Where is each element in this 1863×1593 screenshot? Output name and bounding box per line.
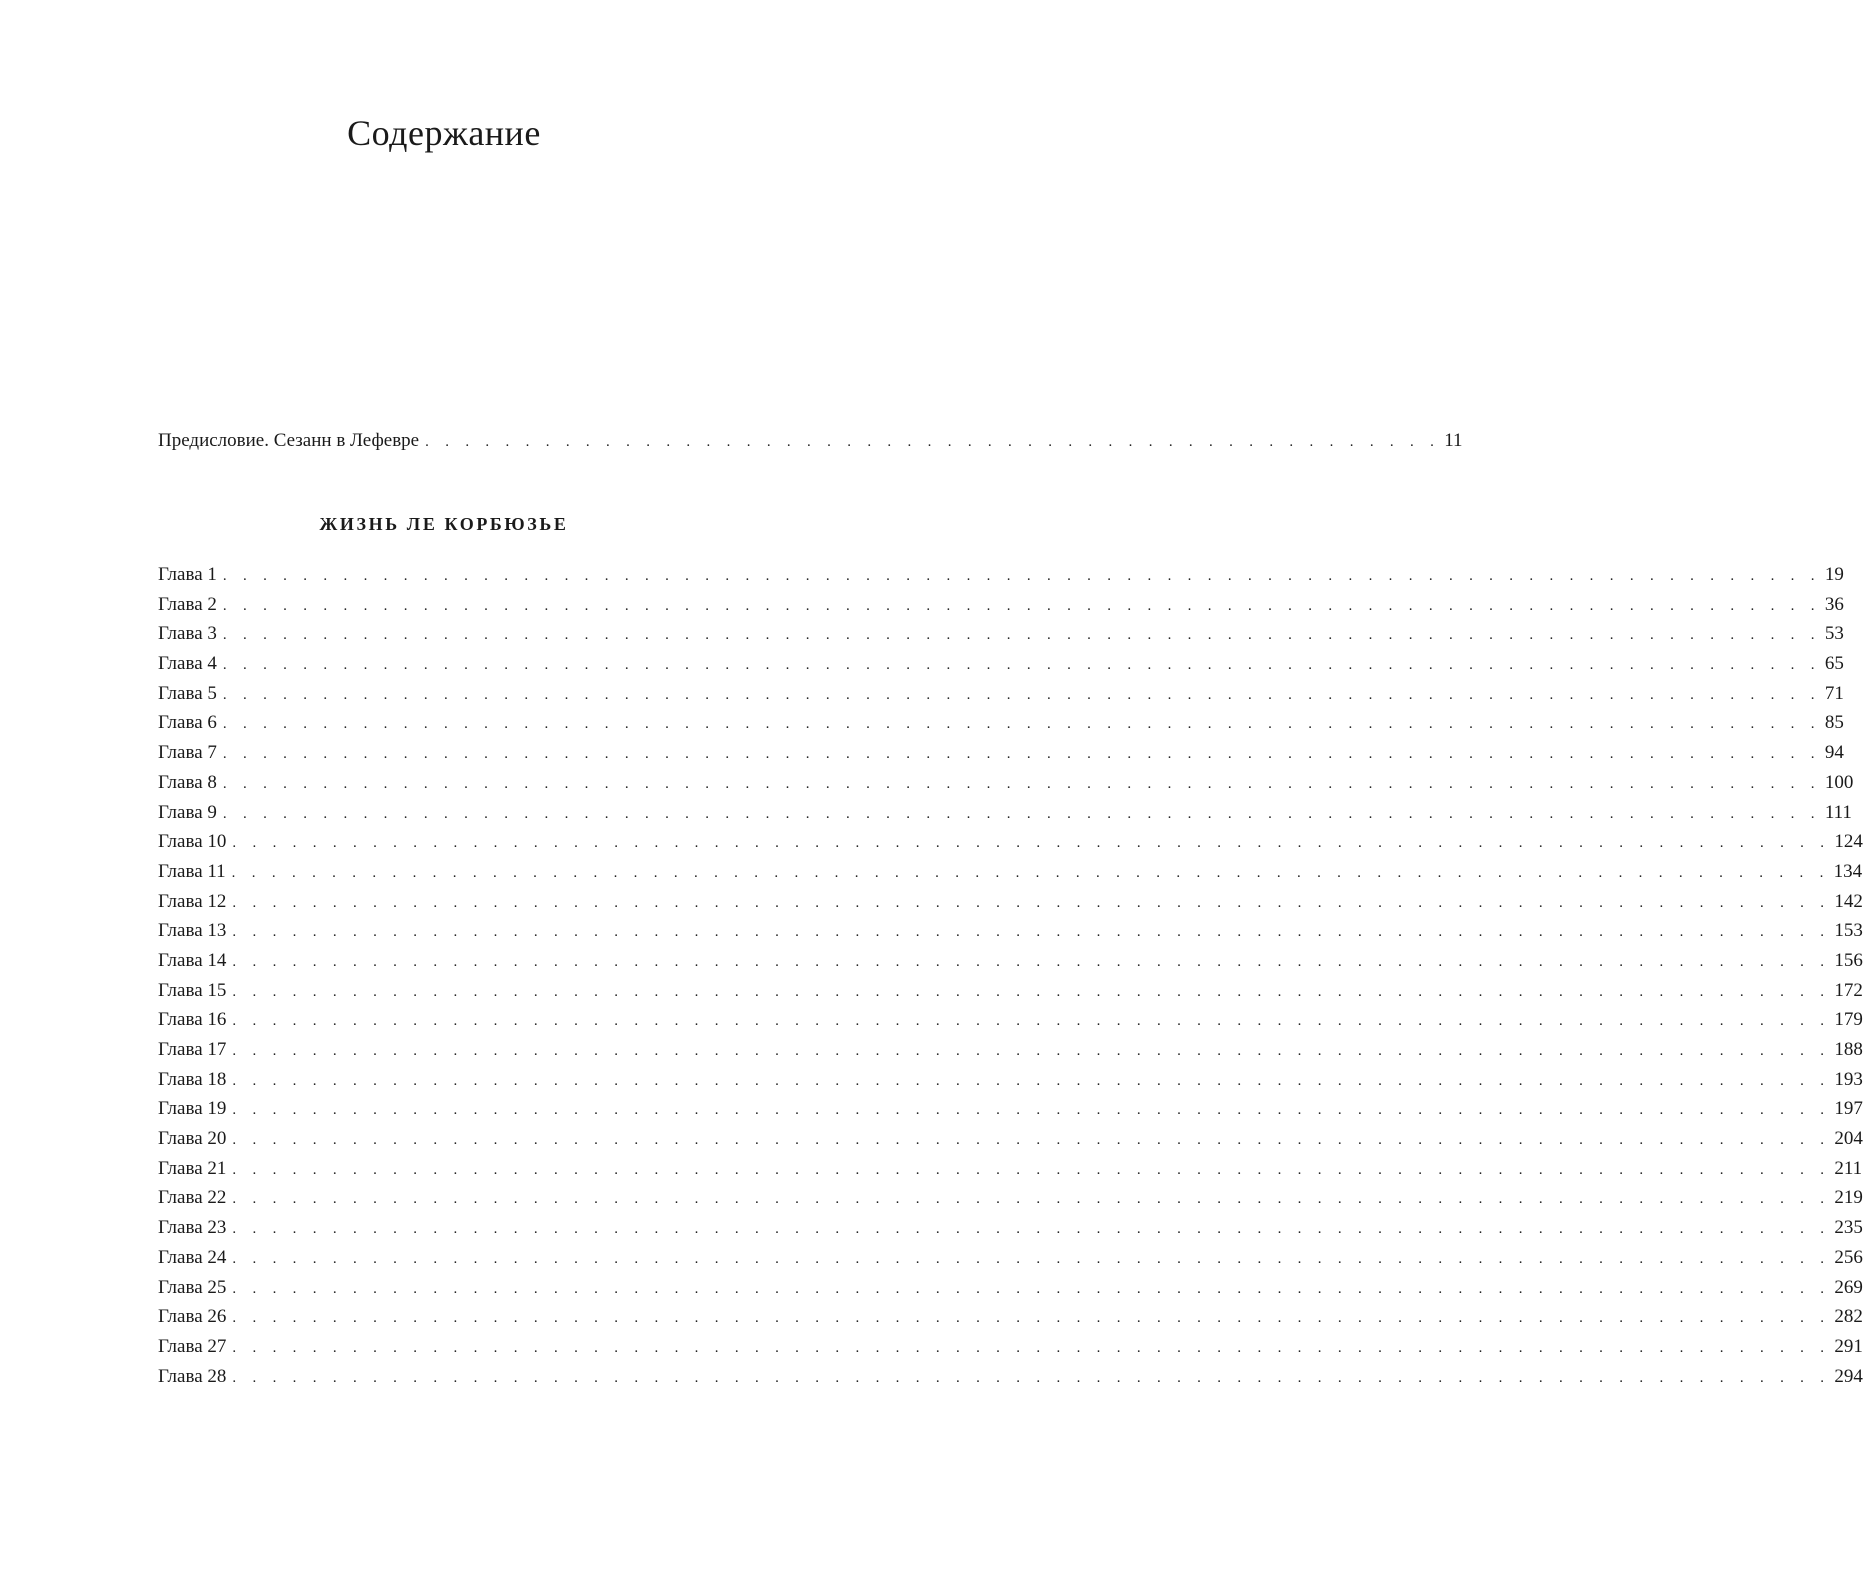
- dot-leader: . . . . . . . . . . . . . . . . . . . . . . . . . . . . . . . . . . . . . . . . . . . . . . . . . . . . . . . . . . . . . . . . . . . . . . . . . . . . . . . .: [232, 1072, 1831, 1089]
- toc-entry-chapter[interactable]: [158, 738, 1844, 768]
- toc-entry-page-number: 111: [1824, 801, 1852, 823]
- dot-leader: . . . . . . . . . . . . . . . . . . . . . . . . . . . . . . . . . . . . . . . . . . . . . . . . . . . . . . . . . . . . . . . . . . . . . . . . . . . . . . . .: [232, 1339, 1831, 1356]
- toc-entry-page-number: 94: [1824, 742, 1844, 764]
- toc-entry-page-number: 204: [1834, 1128, 1863, 1150]
- toc-entry-chapter[interactable]: [158, 887, 1863, 917]
- toc-entry-chapter[interactable]: [158, 1332, 1863, 1362]
- toc-entry-label: Глава 7: [158, 742, 217, 764]
- dot-leader: . . . . . . . . . . . . . . . . . . . . . . . . . . . . . . . . . . . . . . . . . . . . . . . . . . . . . . . . . . . . . . . . . . . . . . . . . . . . . . . .: [222, 746, 1821, 763]
- dot-leader: . . . . . . . . . . . . . . . . . . . . . . . . . . . . . . . . . . . . . . . . . . . . . . . . . . . . . . . . . . . . . . . . . . . . . . . . . . . . . . . .: [232, 1369, 1831, 1386]
- toc-entry-page-number: 211: [1834, 1157, 1863, 1179]
- page-title-text: Содержание: [347, 113, 541, 153]
- toc-entry-label: Глава 18: [158, 1068, 227, 1090]
- toc-entry-chapter[interactable]: [158, 590, 1844, 620]
- toc-entry-chapter[interactable]: [158, 916, 1863, 946]
- toc-entry-label: Глава 26: [158, 1306, 227, 1328]
- toc-entry-page-number: 294: [1834, 1365, 1863, 1387]
- toc-entry-label: Глава 14: [158, 949, 227, 971]
- toc-entry-page-number: 53: [1824, 623, 1844, 645]
- dot-leader: . . . . . . . . . . . . . . . . . . . . . . . . . . . . . . . . . . . . . . . . . . . . . . . . . . . . . . . . . . . . . . . . . . . . . . . . . . . . . . . .: [232, 953, 1831, 970]
- toc-entry-chapter[interactable]: [158, 679, 1844, 709]
- toc-entry-label: Глава 11: [158, 860, 226, 882]
- toc-entry-chapter[interactable]: [158, 1273, 1863, 1303]
- toc-entry-label: Глава 12: [158, 890, 227, 912]
- dot-leader: . . . . . . . . . . . . . . . . . . . . . . . . . . . . . . . . . . . . . . . . . . . . . . . . . . . . . . . . . . . . . . . . . . . . . . . . . . . . . . . .: [222, 597, 1821, 614]
- dot-leader: . . . . . . . . . . . . . . . . . . . . . . . . . . . . . . . . . . . . . . . . . . . . . . . . . . . . . . . . . . . . . . . . . . . . . . . . . . . . . . . .: [222, 775, 1821, 792]
- dot-leader: . . . . . . . . . . . . . . . . . . . . . . . . . . . . . . . . . . . . . . . . . . . . . . . . . . . . . . . . . . . . . . . . . . . . . . . . . . . . . . . .: [222, 627, 1821, 644]
- page-title: [0, 112, 1000, 154]
- toc-entry-label: Глава 20: [158, 1128, 227, 1150]
- section-heading: [0, 514, 1000, 535]
- toc-entry-page-number: 124: [1834, 831, 1863, 853]
- toc-entry-chapter[interactable]: [158, 857, 1863, 887]
- toc-entry-chapter[interactable]: [158, 798, 1852, 828]
- toc-entry-label: Глава 24: [158, 1246, 227, 1268]
- toc-entry-chapter[interactable]: [158, 1302, 1863, 1332]
- toc-entry-chapter[interactable]: [158, 1005, 1863, 1035]
- dot-leader: . . . . . . . . . . . . . . . . . . . . . . . . . . . . . . . . . . . . . . . . . . . . . . . . . . . . . . . . . . . . . . . . . . . . . . . . . . . . . . . .: [232, 1132, 1831, 1149]
- toc-entry-page-number: 36: [1824, 593, 1844, 615]
- toc-entry-page-number: 291: [1834, 1335, 1863, 1357]
- toc-entry-label: Предисловие. Сезанн в Лефевре: [158, 430, 420, 451]
- toc-entry-page-number: 85: [1824, 712, 1844, 734]
- chapter-list: [158, 560, 1863, 1391]
- toc-entry-page-number: 142: [1834, 890, 1863, 912]
- toc-entry-chapter[interactable]: [158, 1243, 1863, 1273]
- toc-entry-page-number: 134: [1833, 860, 1863, 882]
- toc-entry-chapter[interactable]: [158, 768, 1854, 798]
- toc-entry-label: Глава 8: [158, 771, 217, 793]
- toc-entry-page-number: 179: [1834, 1009, 1863, 1031]
- dot-leader: . . . . . . . . . . . . . . . . . . . . . . . . . . . . . . . . . . . . . . . . . . . . . . . . . . . . . . . . . . . . . . . . . . . . . . . . . . . . . . . .: [232, 983, 1831, 1000]
- toc-entry-chapter[interactable]: [158, 1213, 1863, 1243]
- toc-entry-chapter[interactable]: [158, 1035, 1863, 1065]
- dot-leader: . . . . . . . . . . . . . . . . . . . . . . . . . . . . . . . . . . . . . . . . . . . . . . . . . . . . . . . . . . . . . . . . . . . . . . . . . . . . . . . .: [232, 1102, 1831, 1119]
- toc-entry-label: Глава 15: [158, 979, 227, 1001]
- toc-entry-label: Глава 13: [158, 920, 227, 942]
- dot-leader: . . . . . . . . . . . . . . . . . . . . . . . . . . . . . . . . . . . . . . . . . . . . . . . . . . . . . . . . . . . . . . . . . . . . . . . . . . . . . . . .: [222, 568, 1821, 584]
- toc-entry-page-number: 269: [1834, 1276, 1863, 1298]
- dot-leader: . . . . . . . . . . . . . . . . . . . . . . . . . . . . . . . . . . . . . . . . . . . . . . . . . . . . . . . . . . . . . . . . . . . . . . . . . . . . . . . .: [232, 1221, 1831, 1238]
- toc-entry-page-number: 197: [1834, 1098, 1863, 1120]
- toc-entry-label: Глава 3: [158, 623, 217, 645]
- toc-entry-label: Глава 16: [158, 1009, 227, 1031]
- dot-leader: . . . . . . . . . . . . . . . . . . . . . . . . . . . . . . . . . . . . . . . . . . . . . . . . . . . . . . . . . . . . . . . . . . . . . . . . . . . . . . . .: [222, 657, 1821, 674]
- dot-leader: . . . . . . . . . . . . . . . . . . . . . . . . . . . . . . . . . . . . . . . . . . . . . . . . . . . . . . . . . . . . . . . . . . . . . . . . . . . . . . . .: [232, 924, 1831, 941]
- toc-entry-preface[interactable]: [158, 426, 1463, 456]
- toc-entry-chapter[interactable]: [158, 649, 1844, 679]
- toc-entry-label: Глава 22: [158, 1187, 227, 1209]
- toc-entry-chapter[interactable]: [158, 619, 1844, 649]
- toc-entry-page-number: 65: [1824, 653, 1844, 675]
- preface-entry-block: [158, 426, 1463, 456]
- toc-entry-page-number: 153: [1834, 920, 1863, 942]
- toc-entry-chapter[interactable]: [158, 946, 1863, 976]
- toc-entry-label: Глава 28: [158, 1365, 227, 1387]
- dot-leader: . . . . . . . . . . . . . . . . . . . . . . . . . . . . . . . . . . . . . . . . . . . . . . . . . . . . . . . . . . . . . . . . . . . . . . . . . . . . . . . .: [232, 1043, 1831, 1059]
- toc-entry-chapter[interactable]: [158, 1094, 1863, 1124]
- toc-entry-page-number: 19: [1824, 564, 1844, 585]
- toc-entry-label: Глава 6: [158, 712, 217, 734]
- toc-entry-label: Глава 9: [158, 801, 217, 823]
- toc-entry-label: Глава 10: [158, 831, 227, 853]
- dot-leader: . . . . . . . . . . . . . . . . . . . . . . . . . . . . . . . . . . . . . . . . . . . . . . . . . . . . . . . . . . . . . . . . . . . . . . . . . . . . . . . .: [222, 686, 1821, 703]
- dot-leader: . . . . . . . . . . . . . . . . . . . . . . . . . . . . . . . . . . . . . . . . . . . . . . . . . . . . . . . . . . . . . . . . . . . . . . . . . . . . . . . .: [232, 1013, 1831, 1030]
- dot-leader: . . . . . . . . . . . . . . . . . . . . . . . . . . . . . . . . . . . . . . . . . . . . . . . . . . . . . . . . . . . . . . . . . . . . . . . . . . . . . . . .: [222, 805, 1821, 822]
- toc-entry-chapter[interactable]: [158, 1183, 1863, 1213]
- toc-entry-label: Глава 23: [158, 1217, 227, 1239]
- toc-entry-chapter[interactable]: [158, 560, 1844, 590]
- toc-entry-page-number: 256: [1834, 1246, 1863, 1268]
- toc-entry-chapter[interactable]: [158, 976, 1863, 1006]
- toc-entry-page-number: 172: [1834, 979, 1863, 1001]
- dot-leader: . . . . . . . . . . . . . . . . . . . . . . . . . . . . . . . . . . . . . . . . . . . . . . . . . . . . . . . . . . . . . . . . . . . . . . . . . . . . . . . .: [231, 864, 1830, 881]
- toc-entry-page-number: 282: [1834, 1306, 1863, 1328]
- dot-leader: . . . . . . . . . . . . . . . . . . . . . . . . . . . . . . . . . . . . . . . . . . . . . . . . . . . . . . . . . . . . . . . . . . . . . . . . . . . . . . . .: [232, 1310, 1831, 1327]
- toc-entry-label: Глава 21: [158, 1157, 227, 1179]
- toc-entry-chapter[interactable]: [158, 1362, 1863, 1392]
- toc-entry-label: Глава 17: [158, 1039, 227, 1060]
- dot-leader: . . . . . . . . . . . . . . . . . . . . . . . . . . . . . . . . . . . . . . . . . . . . . . . . . . . . . . . . . . . . . . . . . . . . . . . . . . . . . . . .: [232, 1250, 1831, 1267]
- dot-leader: . . . . . . . . . . . . . . . . . . . . . . . . . . . . . . . . . . . . . . . . . . . . . . . . . . . . . . . . . . . . . . . . . . . . . . . . . . . . . . . .: [232, 1191, 1831, 1208]
- toc-entry-label: Глава 2: [158, 593, 217, 615]
- dot-leader: . . . . . . . . . . . . . . . . . . . . . . . . . . . . . . . . . . . . . . . . . . . . . . . . . . . . . . . . . . . . . . . . . . . . . . . . . . . . . . . .: [232, 1280, 1831, 1297]
- toc-entry-page-number: 100: [1824, 771, 1854, 793]
- toc-entry-page-number: 156: [1834, 949, 1863, 971]
- toc-entry-label: Глава 1: [158, 564, 217, 585]
- toc-entry-label: Глава 27: [158, 1335, 227, 1357]
- dot-leader: . . . . . . . . . . . . . . . . . . . . . . . . . . . . . . . . . . . . . . . . . . . . . . . . . . . . . . . . . . . . . . . . . . . . . . . . . . . . . . . .: [222, 716, 1821, 733]
- toc-entry-chapter[interactable]: [158, 1065, 1863, 1095]
- toc-entry-page-number: 71: [1824, 682, 1844, 704]
- dot-leader: . . . . . . . . . . . . . . . . . . . . . . . . . . . . . . . . . . . . . . . . . . . . . . . . . . .: [425, 434, 1441, 450]
- toc-entry-page-number: 235: [1834, 1217, 1863, 1239]
- dot-leader: . . . . . . . . . . . . . . . . . . . . . . . . . . . . . . . . . . . . . . . . . . . . . . . . . . . . . . . . . . . . . . . . . . . . . . . . . . . . . . . .: [232, 894, 1831, 911]
- dot-leader: . . . . . . . . . . . . . . . . . . . . . . . . . . . . . . . . . . . . . . . . . . . . . . . . . . . . . . . . . . . . . . . . . . . . . . . . . . . . . . . .: [232, 835, 1831, 852]
- toc-entry-label: Глава 4: [158, 653, 217, 675]
- toc-entry-chapter[interactable]: [158, 708, 1844, 738]
- toc-entry-chapter[interactable]: [158, 827, 1863, 857]
- toc-entry-page-number: 11: [1444, 430, 1463, 451]
- toc-entry-label: Глава 19: [158, 1098, 227, 1120]
- toc-entry-page-number: 188: [1834, 1039, 1863, 1060]
- toc-entry-page-number: 193: [1834, 1068, 1863, 1090]
- toc-entry-chapter[interactable]: [158, 1124, 1863, 1154]
- section-heading-text: ЖИЗНЬ ЛЕ КОРБЮЗЬЕ: [319, 514, 569, 534]
- dot-leader: . . . . . . . . . . . . . . . . . . . . . . . . . . . . . . . . . . . . . . . . . . . . . . . . . . . . . . . . . . . . . . . . . . . . . . . . . . . . . . . .: [232, 1161, 1831, 1178]
- toc-entry-label: Глава 25: [158, 1276, 227, 1298]
- toc-entry-chapter[interactable]: [158, 1154, 1863, 1184]
- toc-entry-label: Глава 5: [158, 682, 217, 704]
- toc-entry-page-number: 219: [1834, 1187, 1863, 1209]
